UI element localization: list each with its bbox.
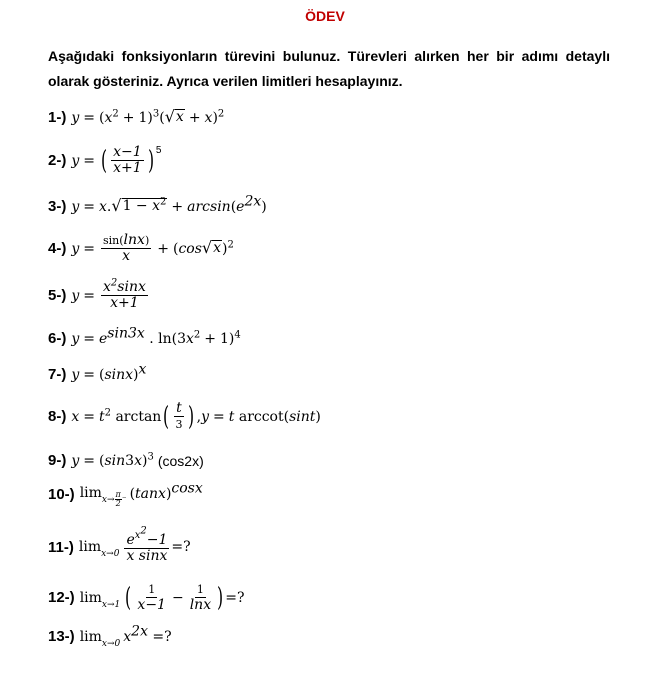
problem-number: 3-)	[48, 198, 67, 215]
problem-number: 2-)	[48, 152, 67, 169]
problem-1: 1-) $y = (x^2 + 1)^3$( √ x + x)$^2$	[48, 107, 225, 126]
problem-number: 4-)	[48, 240, 67, 257]
problem-8: 8-) $x = t^2$ arctan ( $\frac{t}{3}$ ) ,y = t arccot(sint)	[48, 400, 321, 432]
problem-number: 8-)	[48, 408, 67, 425]
problem-number: 9-)	[48, 452, 67, 469]
problem-7: 7-) $y = (\sin x)^x$	[48, 360, 147, 383]
problem-number: 12-)	[48, 589, 75, 606]
problem-number: 1-)	[48, 109, 67, 126]
problem-9: 9-) $y = (\sin 3x)^3$ (cos2x)	[48, 450, 204, 469]
problem-13: 13-) lim x→0 $x^{2x}$ =?	[48, 622, 172, 649]
problem-3: 3-) y = x. √ $1 - x^2$ + $\arcsin(e^{2x})$	[48, 193, 267, 215]
problem-number: 5-)	[48, 287, 67, 304]
problem-5: 5-) y = $\frac{x^2\sin x}{x+1}$	[48, 277, 146, 311]
problem-6: 6-) $y = e^{sin3x}$ . $\ln(3x^2 + 1)^4$	[48, 324, 241, 347]
problem-number: 6-)	[48, 330, 67, 347]
problem-number: 7-)	[48, 366, 67, 383]
problem-number: 10-)	[48, 485, 75, 503]
instructions: Aşağıdaki fonksiyonların türevini bulunuz. Türevleri alırken her bir adımı detaylı olarak gösteriniz. Ayrıca verilen limitleri hesaplayınız.	[48, 48, 610, 89]
page-title: ÖDEV	[305, 8, 345, 24]
problem-11: 11-) lim x→0 $\frac{e^{x^2}-1}{\text{x sinx}}$ =?	[48, 526, 191, 564]
problem-number: 13-)	[48, 628, 75, 645]
problem-10: 10-) lim x→ $\frac{\pi}{2}$ ⁻ $(\tan x)^{cosx}$	[48, 480, 203, 508]
problem-2: 2-) y = ( $\frac{x-1}{x+1}$ ) $^5$	[48, 144, 162, 176]
problem-number: 11-)	[48, 538, 74, 556]
problem-4: 4-) y = $\frac{\sin(\ln x)}{x}$ + (cos √ x )$^2$	[48, 232, 234, 264]
problem-12: 12-) lim x→1 ( $\frac{1}{x-1}$ − $\frac{1}{\ln x}$ ) =?	[48, 582, 245, 613]
